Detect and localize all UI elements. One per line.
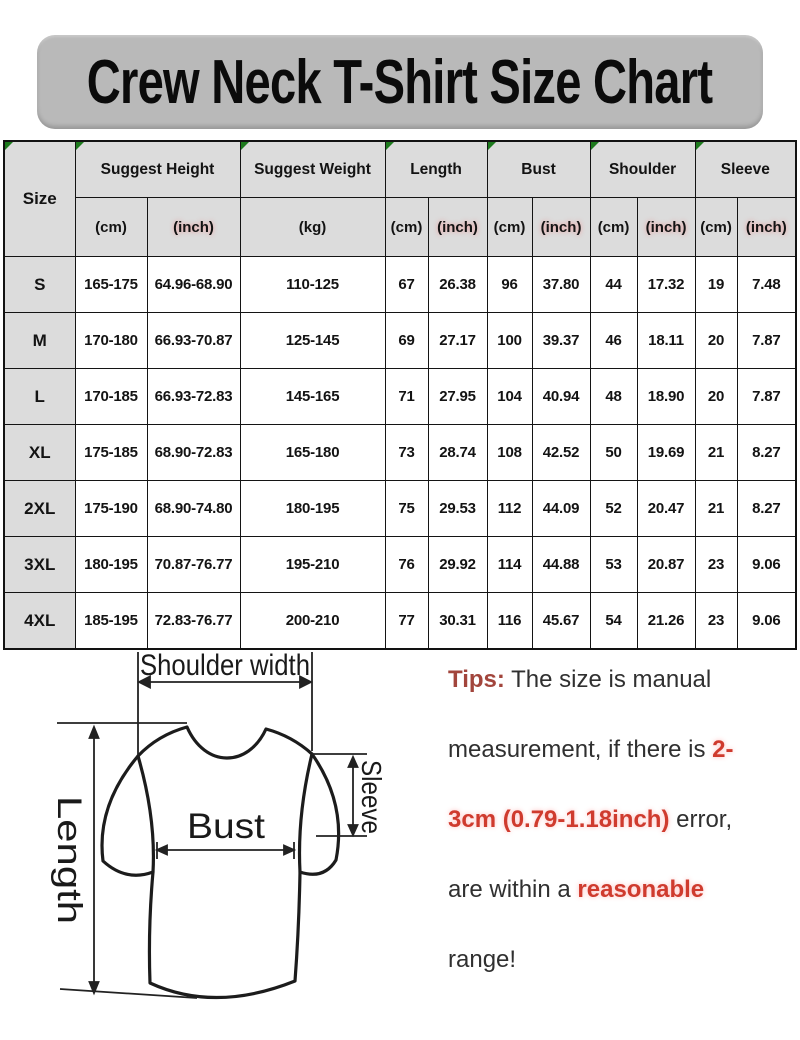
tip-highlight: 2- <box>712 736 734 763</box>
value-cell: 21 <box>695 425 737 481</box>
value-cell: 110-125 <box>240 257 385 313</box>
cell-corner-marker <box>76 142 84 150</box>
value-cell: 75 <box>385 481 428 537</box>
unit-header-shoulder--inch-: (inch) <box>637 198 695 257</box>
value-cell: 23 <box>695 593 737 650</box>
cell-corner-marker <box>696 142 704 150</box>
value-cell: 7.48 <box>737 257 796 313</box>
unit-header-suggest-weight--kg-: (kg) <box>240 198 385 257</box>
value-cell: 114 <box>487 537 532 593</box>
tip-line <box>448 925 796 995</box>
tip-line <box>448 645 796 715</box>
value-cell: 20.87 <box>637 537 695 593</box>
value-cell: 72.83-76.77 <box>147 593 240 650</box>
value-cell: 46 <box>590 313 637 369</box>
value-cell: 20.47 <box>637 481 695 537</box>
value-cell: 125-145 <box>240 313 385 369</box>
cell-corner-marker <box>591 142 599 150</box>
size-column-header: Size <box>4 141 75 257</box>
value-cell: 71 <box>385 369 428 425</box>
size-table <box>3 140 797 650</box>
table-row <box>4 257 796 313</box>
value-cell: 28.74 <box>428 425 487 481</box>
value-cell: 68.90-74.80 <box>147 481 240 537</box>
tip-text: The size is manual <box>504 666 712 693</box>
value-cell: 68.90-72.83 <box>147 425 240 481</box>
value-cell: 170-185 <box>75 369 147 425</box>
value-cell: 8.27 <box>737 481 796 537</box>
tip-text: error, <box>669 806 733 833</box>
value-cell: 29.53 <box>428 481 487 537</box>
shoulder-width-label: Shoulder width <box>140 649 310 682</box>
value-cell: 70.87-76.77 <box>147 537 240 593</box>
value-cell: 66.93-72.83 <box>147 369 240 425</box>
tshirt-outline-icon <box>102 727 339 998</box>
value-cell: 108 <box>487 425 532 481</box>
unit-header-bust--cm-: (cm) <box>487 198 532 257</box>
bust-label: Bust <box>187 807 266 846</box>
value-cell: 48 <box>590 369 637 425</box>
value-cell: 52 <box>590 481 637 537</box>
cell-corner-marker <box>5 142 13 150</box>
value-cell: 44.88 <box>532 537 590 593</box>
value-cell: 53 <box>590 537 637 593</box>
tip-text: are within a <box>448 876 578 903</box>
tip-highlight: reasonable <box>577 876 705 903</box>
tip-highlight: 3cm (0.79-1.18inch) <box>448 806 670 833</box>
group-header-suggest-height: Suggest Height <box>75 141 240 198</box>
tshirt-diagram <box>0 648 440 1040</box>
title-banner <box>37 35 763 129</box>
value-cell: 7.87 <box>737 369 796 425</box>
group-header-suggest-weight: Suggest Weight <box>240 141 385 198</box>
value-cell: 27.17 <box>428 313 487 369</box>
value-cell: 42.52 <box>532 425 590 481</box>
value-cell: 29.92 <box>428 537 487 593</box>
value-cell: 50 <box>590 425 637 481</box>
value-cell: 40.94 <box>532 369 590 425</box>
value-cell: 45.67 <box>532 593 590 650</box>
value-cell: 165-180 <box>240 425 385 481</box>
value-cell: 145-165 <box>240 369 385 425</box>
value-cell: 96 <box>487 257 532 313</box>
length-label: Length <box>50 796 88 900</box>
table-row <box>4 313 796 369</box>
unit-header-bust--inch-: (inch) <box>532 198 590 257</box>
value-cell: 116 <box>487 593 532 650</box>
table-row <box>4 481 796 537</box>
value-cell: 112 <box>487 481 532 537</box>
cell-corner-marker <box>241 142 249 150</box>
value-cell: 185-195 <box>75 593 147 650</box>
tip-line <box>448 855 796 925</box>
unit-header-length--inch-: (inch) <box>428 198 487 257</box>
value-cell: 17.32 <box>637 257 695 313</box>
size-row-label: 4XL <box>4 593 75 650</box>
value-cell: 39.37 <box>532 313 590 369</box>
table-row <box>4 593 796 650</box>
unit-header-suggest-height--cm-: (cm) <box>75 198 147 257</box>
value-cell: 8.27 <box>737 425 796 481</box>
value-cell: 7.87 <box>737 313 796 369</box>
unit-header-sleeve--inch-: (inch) <box>737 198 796 257</box>
tip-highlight: Tips: <box>448 666 505 693</box>
value-cell: 9.06 <box>737 593 796 650</box>
tip-line <box>448 785 796 855</box>
value-cell: 18.90 <box>637 369 695 425</box>
value-cell: 200-210 <box>240 593 385 650</box>
size-row-label: 3XL <box>4 537 75 593</box>
group-header-sleeve: Sleeve <box>695 141 796 198</box>
value-cell: 19.69 <box>637 425 695 481</box>
unit-header-suggest-height--inch-: (inch) <box>147 198 240 257</box>
tip-line <box>448 715 796 785</box>
value-cell: 21 <box>695 481 737 537</box>
size-row-label: M <box>4 313 75 369</box>
value-cell: 54 <box>590 593 637 650</box>
value-cell: 18.11 <box>637 313 695 369</box>
value-cell: 170-180 <box>75 313 147 369</box>
table-row <box>4 369 796 425</box>
value-cell: 69 <box>385 313 428 369</box>
cell-corner-marker <box>488 142 496 150</box>
size-row-label: S <box>4 257 75 313</box>
value-cell: 67 <box>385 257 428 313</box>
tip-text: measurement, if there is <box>448 736 713 763</box>
unit-header-sleeve--cm-: (cm) <box>695 198 737 257</box>
group-header-bust: Bust <box>487 141 590 198</box>
tip-text: range! <box>448 946 517 973</box>
value-cell: 66.93-70.87 <box>147 313 240 369</box>
size-row-label: XL <box>4 425 75 481</box>
value-cell: 20 <box>695 313 737 369</box>
value-cell: 44 <box>590 257 637 313</box>
value-cell: 9.06 <box>737 537 796 593</box>
value-cell: 23 <box>695 537 737 593</box>
value-cell: 195-210 <box>240 537 385 593</box>
value-cell: 21.26 <box>637 593 695 650</box>
sleeve-label: Sleeve <box>356 760 387 846</box>
group-header-shoulder: Shoulder <box>590 141 695 198</box>
value-cell: 100 <box>487 313 532 369</box>
cell-corner-marker <box>386 142 394 150</box>
unit-header-shoulder--cm-: (cm) <box>590 198 637 257</box>
value-cell: 175-185 <box>75 425 147 481</box>
value-cell: 64.96-68.90 <box>147 257 240 313</box>
size-row-label: 2XL <box>4 481 75 537</box>
table-row <box>4 537 796 593</box>
value-cell: 180-195 <box>75 537 147 593</box>
value-cell: 180-195 <box>240 481 385 537</box>
value-cell: 76 <box>385 537 428 593</box>
value-cell: 77 <box>385 593 428 650</box>
unit-header-length--cm-: (cm) <box>385 198 428 257</box>
value-cell: 27.95 <box>428 369 487 425</box>
size-row-label: L <box>4 369 75 425</box>
value-cell: 37.80 <box>532 257 590 313</box>
tips-block <box>448 645 796 995</box>
value-cell: 20 <box>695 369 737 425</box>
group-header-length: Length <box>385 141 487 198</box>
value-cell: 175-190 <box>75 481 147 537</box>
value-cell: 44.09 <box>532 481 590 537</box>
value-cell: 73 <box>385 425 428 481</box>
value-cell: 165-175 <box>75 257 147 313</box>
page-title: Crew Neck T-Shirt Size Chart <box>87 47 713 117</box>
value-cell: 104 <box>487 369 532 425</box>
value-cell: 26.38 <box>428 257 487 313</box>
value-cell: 30.31 <box>428 593 487 650</box>
table-row <box>4 425 796 481</box>
value-cell: 19 <box>695 257 737 313</box>
